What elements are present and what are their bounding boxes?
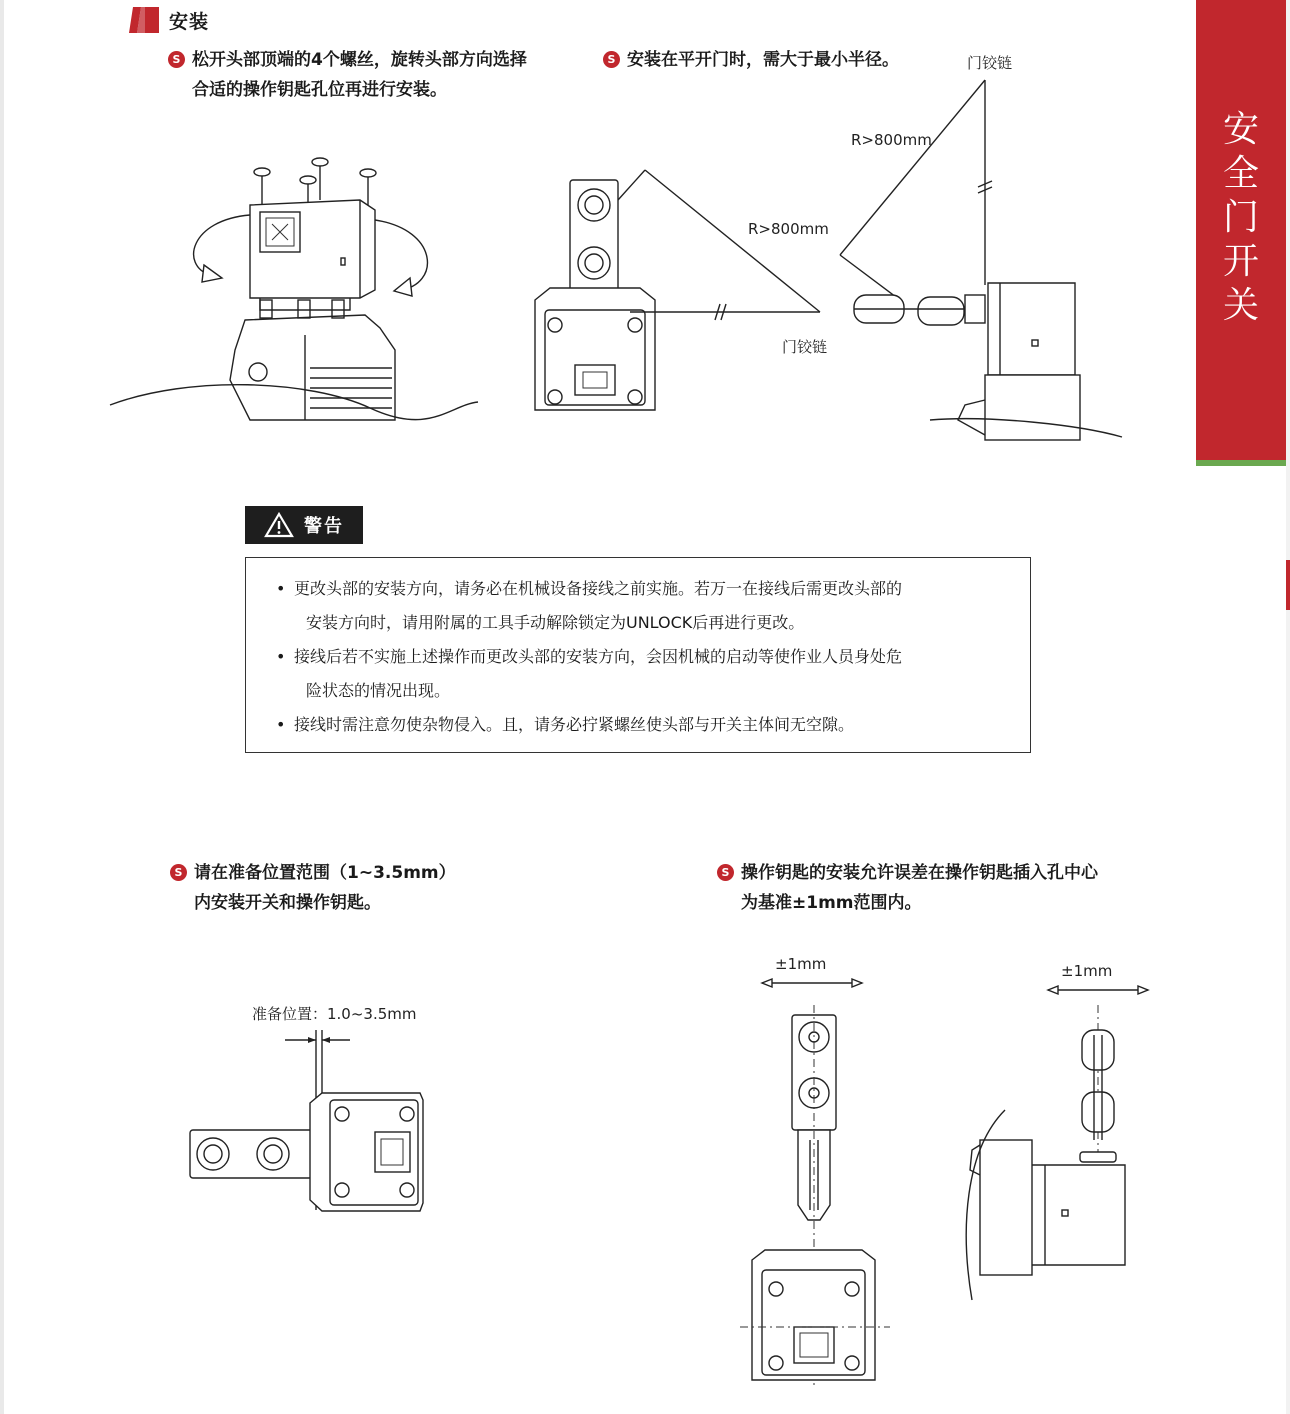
warning-item: [276, 708, 1000, 742]
step-2-line-1: 安装在平开门时，需大于最小半径。: [627, 50, 899, 70]
step-3-line-2: 内安装开关和操作钥匙。: [194, 893, 381, 913]
edge-marker: [1286, 560, 1290, 610]
side-tab-char: 开: [1222, 241, 1261, 282]
warning-box: [245, 557, 1031, 753]
ready-position-figure: [185, 1025, 430, 1220]
warning-triangle-icon: [264, 512, 294, 538]
radius-label-a: R>800mm: [748, 220, 829, 238]
side-tab-char: 门: [1222, 197, 1261, 238]
warning-item-cont: 险状态的情况出现。: [306, 681, 451, 700]
warning-item: [276, 640, 1000, 674]
step-3: [170, 858, 456, 918]
side-tab-char: 安: [1222, 109, 1261, 150]
step-bullet-icon: S: [717, 864, 734, 881]
side-tab-underline: [1196, 460, 1288, 466]
warning-item-line: 接线后若不实施上述操作而更改头部的安装方向，会因机械的启动等使作业人员身处危: [294, 647, 903, 666]
hinge-label-b: 门铰链: [967, 54, 1013, 72]
tolerance-label-a: ±1mm: [775, 955, 827, 973]
head-rotation-figure: [110, 150, 480, 440]
brand-stripes-icon: [129, 7, 159, 33]
step-bullet-icon: S: [168, 51, 185, 68]
step-4-line-2: 为基准±1mm范围内。: [741, 893, 922, 913]
step-4-line-1: 操作钥匙的安装允许误差在操作钥匙插入孔中心: [741, 863, 1098, 883]
warning-tag: [245, 506, 363, 544]
tolerance-figure-b: [960, 980, 1160, 1310]
tolerance-label-b: ±1mm: [1061, 962, 1113, 980]
step-bullet-icon: S: [170, 864, 187, 881]
warning-item: [276, 572, 1000, 606]
step-1-line-2: 合适的操作钥匙孔位再进行安装。: [192, 80, 447, 100]
section-title-text: 安装: [169, 10, 210, 33]
step-2: [603, 45, 899, 75]
chapter-side-tab: [1196, 0, 1288, 460]
warning-item-line: 接线时需注意勿使杂物侵入。且，请务必拧紧螺丝使头部与开关主体间无空隙。: [294, 715, 855, 734]
radius-label-b: R>800mm: [851, 131, 932, 149]
right-edge-strip: [1286, 0, 1290, 1414]
ready-position-label: 准备位置：1.0~3.5mm: [252, 1005, 417, 1023]
side-tab-char: 关: [1222, 285, 1261, 326]
hinge-label-a: 门铰链: [782, 338, 828, 356]
step-1: [168, 45, 527, 105]
radius-figure-a: [520, 160, 840, 420]
tolerance-figure-a: [740, 975, 900, 1395]
section-title: [129, 5, 209, 35]
side-tab-text: [1196, 108, 1288, 328]
warning-item-cont: 安装方向时，请用附属的工具手动解除锁定为UNLOCK后再进行更改。: [306, 613, 805, 632]
warning-tag-label: 警告: [304, 516, 344, 537]
step-bullet-icon: S: [603, 51, 620, 68]
page-edge: [0, 0, 4, 1414]
side-tab-char: 全: [1222, 153, 1261, 194]
step-3-line-1: 请在准备位置范围（1~3.5mm）: [194, 863, 456, 883]
step-4: [717, 858, 1098, 918]
step-1-line-1: 松开头部顶端的4个螺丝，旋转头部方向选择: [192, 50, 527, 70]
warning-item-line: 更改头部的安装方向，请务必在机械设备接线之前实施。若万一在接线后需更改头部的: [294, 579, 903, 598]
